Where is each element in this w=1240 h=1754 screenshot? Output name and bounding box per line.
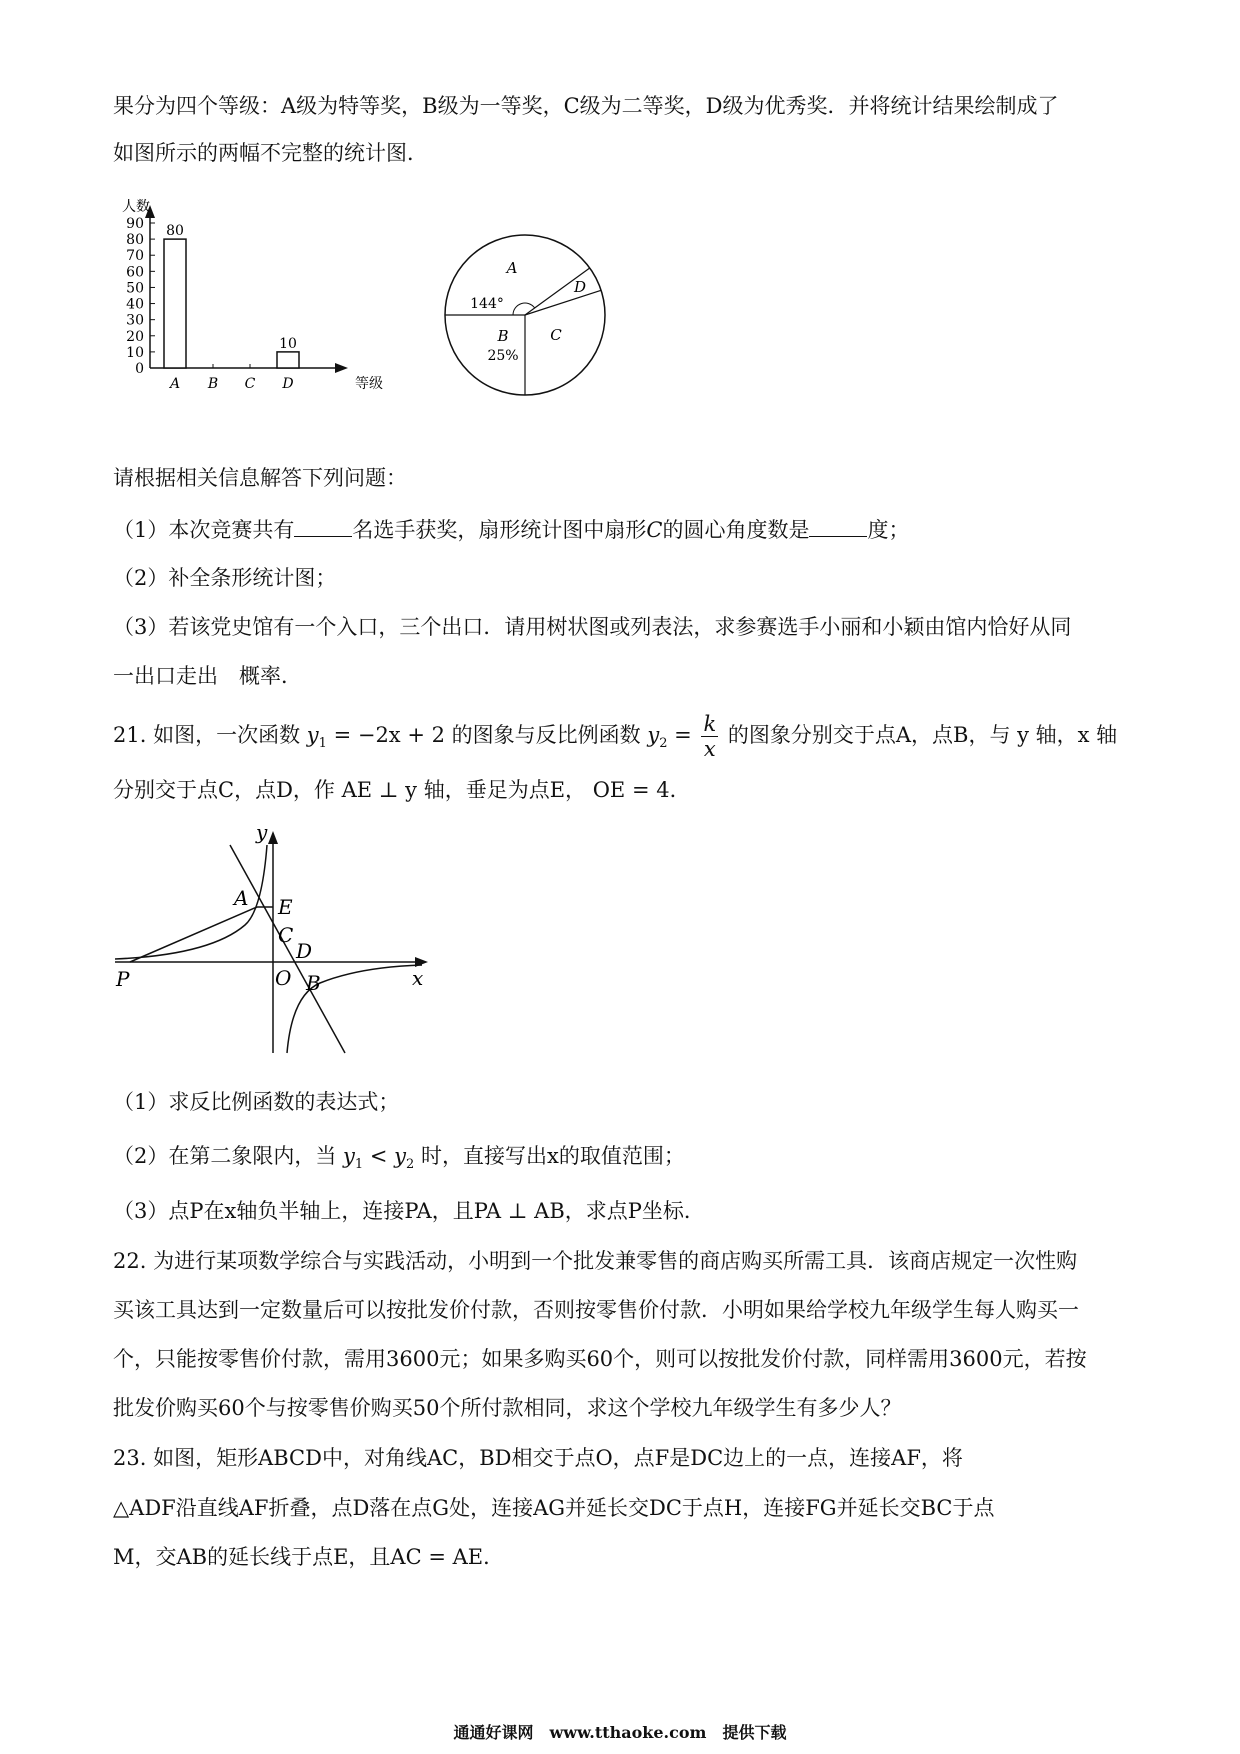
bar-y-tick-label: 90 [126, 216, 144, 232]
pie-slice-label: C [550, 326, 562, 344]
q20-part3-line1: （3）若该党史馆有一个入口，三个出口．请用树状图或列表法，求参赛选手小丽和小颖由馆内恰好从同 [113, 615, 1072, 639]
bar-category-label: A [169, 376, 181, 392]
q21-p2-a: （2）在第二象限内，当 [113, 1144, 344, 1168]
bar-category-label: D [282, 376, 294, 392]
line-y1 [230, 845, 345, 1053]
pie-angle-annotation: 144° [470, 296, 504, 312]
q20-part1-b: 名选手获奖，扇形统计图中扇形 [352, 518, 647, 542]
bar-y-tick-label: 0 [135, 361, 144, 377]
label-c: C [278, 923, 294, 947]
q21-p2-d: < [363, 1144, 395, 1168]
bar-value-label: 10 [279, 335, 297, 352]
label-b: B [306, 971, 321, 995]
bar-category-label: C [244, 376, 256, 392]
function-graph [110, 825, 440, 1060]
q20-prompt: 请根据相关信息解答下列问题： [113, 466, 407, 490]
q20-part1-a: （1）本次竞赛共有 [113, 518, 295, 542]
q22-line2: 买该工具达到一定数量后可以按批发价付款，否则按零售价付款．小明如果给学校九年级学生每人购买一 [113, 1298, 1079, 1322]
footer-source: 通通好课网 www.tthaoke.com 提供下载 [453, 1723, 787, 1742]
fraction-k-over-x [701, 712, 718, 761]
q21-p2-g: 时，直接写出x的取值范围； [414, 1144, 685, 1168]
q21-p2-f: 2 [406, 1157, 415, 1173]
q23-line3: M，交AB的延长线于点E，且AC = AE． [113, 1545, 505, 1569]
pie-slice-label: B [497, 327, 509, 345]
q21-l1-b: y [306, 723, 319, 747]
pie-percent-annotation: 25% [487, 348, 519, 364]
q21-l1-g: 2 [659, 736, 668, 752]
bar-y-tick-label: 80 [126, 232, 144, 249]
bar-x-axis-arrow [335, 363, 348, 373]
q21-l1-a: 21. 如图，一次函数 [113, 723, 307, 747]
label-p: P [116, 967, 130, 991]
q21-line1 [113, 712, 1117, 761]
answer-blank-2[interactable] [809, 516, 867, 537]
q20-part1 [113, 515, 909, 545]
bar-y-tick-label: 40 [126, 296, 144, 313]
q21-p2-e: y [394, 1144, 407, 1168]
pie-chart [435, 225, 615, 405]
q20-part1-c: C [646, 518, 663, 542]
q21-part3: （3）点P在x轴负半轴上，连接PA，且PA ⊥ AB，求点P坐标． [113, 1199, 705, 1223]
q20-part2: （2）补全条形统计图； [113, 566, 337, 590]
bar-y-tick-label: 70 [126, 248, 144, 265]
bar-y-tick-label: 30 [126, 312, 144, 329]
bar-y-tick-label: 20 [126, 328, 144, 345]
label-d: D [296, 939, 313, 963]
bar-y-tick-label: 60 [126, 264, 144, 281]
q21-part1: （1）求反比例函数的表达式； [113, 1090, 400, 1114]
q21-l1-h: = [667, 723, 699, 747]
fraction-denominator: x [703, 737, 716, 761]
label-x: x [412, 966, 424, 990]
bar-value-label: 80 [166, 223, 184, 240]
intro-line-1: 果分为四个等级：A级为特等奖，B级为一等奖，C级为二等奖，D级为优秀奖．并将统计结果绘制成了 [113, 94, 1059, 118]
bar-x-axis-label: 等级 [355, 376, 383, 392]
q20-part1-e: 度； [867, 518, 910, 542]
q22-line1: 22. 为进行某项数学综合与实践活动，小明到一个批发兼零售的商店购买所需工具．该商店规定一次性购 [113, 1249, 1078, 1273]
q20-part1-d: 的圆心角度数是 [662, 518, 810, 542]
bar-y-axis-label: 人数 [122, 199, 150, 215]
pie-slice-label: D [573, 278, 587, 296]
bar-y-tick-label: 10 [126, 344, 144, 361]
y-axis-arrow [268, 831, 278, 844]
fraction-numerator: k [703, 712, 717, 736]
bar-chart [110, 198, 410, 443]
q22-line4: 批发价购买60个与按零售价购买50个所付款相同，求这个学校九年级学生有多少人？ [113, 1396, 902, 1420]
label-e: E [278, 895, 293, 919]
answer-blank-1[interactable] [294, 516, 352, 537]
q21-l1-d: = −2x + 2 [326, 723, 445, 747]
intro-line-2: 如图所示的两幅不完整的统计图． [113, 141, 428, 165]
label-o: O [275, 966, 292, 990]
q21-part2 [113, 1141, 685, 1180]
bar-rect [164, 239, 186, 368]
q21-p2-c: 1 [354, 1157, 364, 1173]
label-y: y [256, 825, 268, 844]
bar-y-tick-label: 50 [126, 280, 144, 297]
q23-line2: △ADF沿直线AF折叠，点D落在点G处，连接AG并延长交DC于点H，连接FG并延长交BC于点 [113, 1496, 995, 1520]
q21-l1-i: 的图象分别交于点A，点B，与 y 轴，x 轴 [721, 723, 1118, 747]
q21-line2: 分别交于点C，点D，作 AE ⊥ y 轴，垂足为点E， OE = 4． [113, 778, 691, 802]
pie-slice-label: A [506, 259, 518, 277]
q23-line1: 23. 如图，矩形ABCD中，对角线AC，BD相交于点O，点F是DC边上的一点，连接AF，将 [113, 1446, 963, 1470]
label-a: A [234, 886, 249, 910]
q21-l1-e: 的图象与反比例函数 [444, 723, 648, 747]
bar-category-label: B [207, 376, 219, 392]
q22-line3: 个，只能按零售价付款，需用3600元；如果多购买60个，则可以按批发价付款，同样需用3600元，若按 [113, 1347, 1087, 1371]
q21-l1-c: 1 [318, 736, 327, 752]
q21-p2-b: y [343, 1144, 355, 1168]
q20-part3-line2: 一出口走出 概率． [113, 664, 302, 688]
bar-rect [277, 352, 299, 368]
q21-l1-f: y [647, 723, 660, 747]
line-pa [130, 907, 257, 962]
